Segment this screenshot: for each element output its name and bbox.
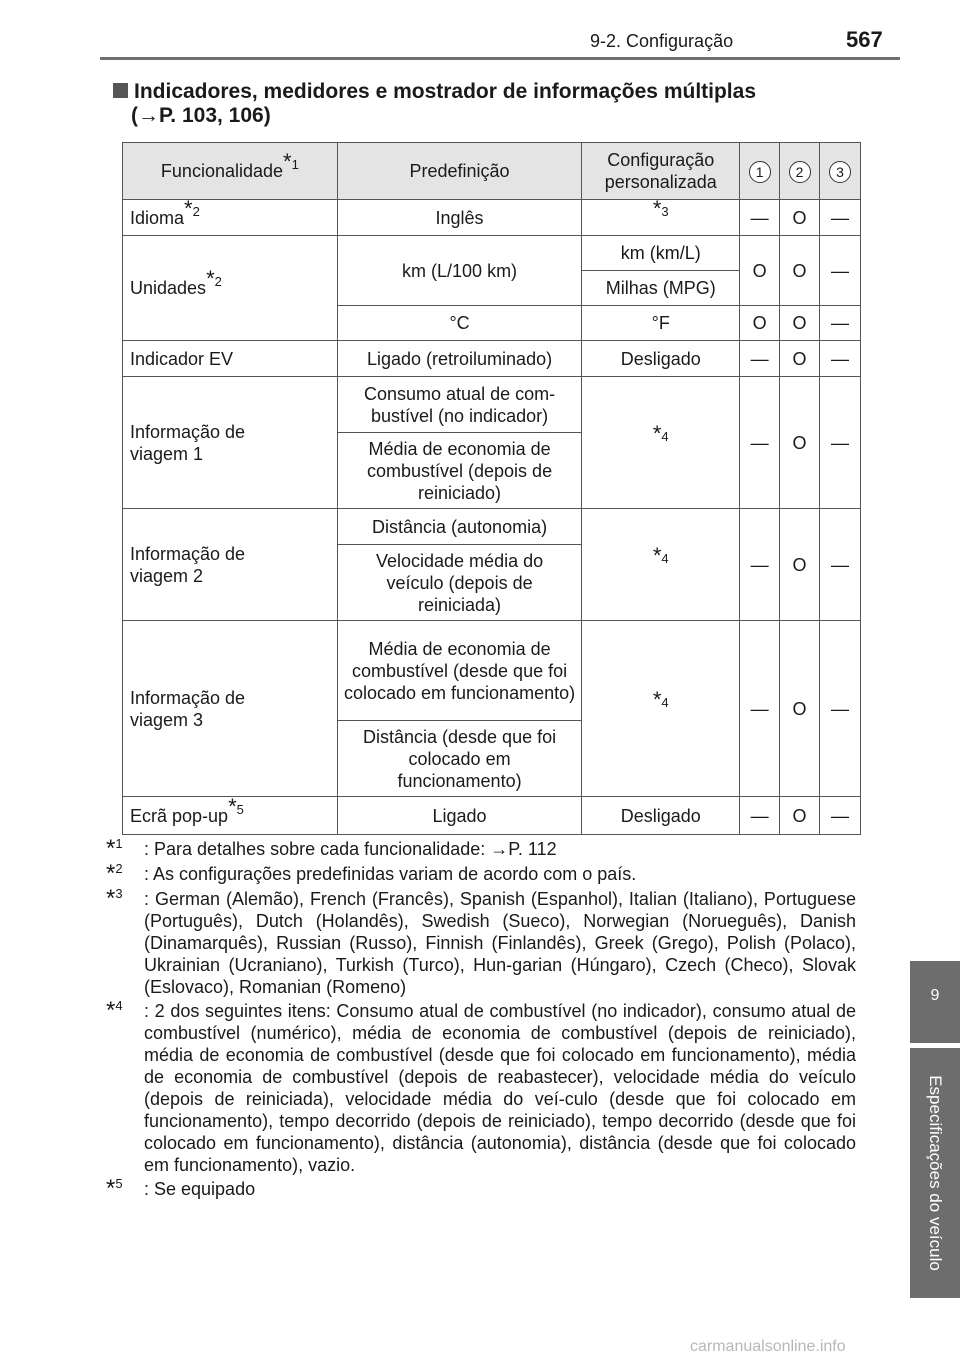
- cell-feature: Unidades$^{*2}$: [123, 236, 338, 341]
- table-header-row: [123, 143, 861, 200]
- cell-default: Ligado: [337, 797, 582, 835]
- footnote-text: : Para detalhes sobre cada funcionalidade: →P. 112: [144, 839, 557, 859]
- circled-2-icon: 2: [789, 161, 811, 183]
- table-row-idioma: [123, 200, 861, 236]
- circled-1-icon: 1: [749, 161, 771, 183]
- cell-c2: O: [780, 306, 820, 341]
- cell-c2: O: [780, 621, 820, 797]
- table-row-ev: [123, 341, 861, 377]
- cell-default: Consumo atual de com-bustível (no indicador): [337, 377, 582, 433]
- cell-feature: Indicador EV: [123, 341, 338, 377]
- cell-default: km (L/100 km): [337, 236, 582, 306]
- footnotes: [106, 835, 856, 1203]
- cell-default: °C: [337, 306, 582, 341]
- page-number: 567: [846, 27, 883, 52]
- header-col-3: [820, 143, 861, 200]
- chapter-tab-number: 9: [910, 961, 960, 1043]
- chapter-tab-title: Especificações do veículo: [926, 1075, 945, 1271]
- cell-default: Velocidade média do veículo (depois de reiniciada): [337, 545, 582, 621]
- footnote-marker: *$^2$: [106, 860, 123, 887]
- cell-c3: —: [820, 306, 861, 341]
- cell-c2: O: [780, 200, 820, 236]
- header-custom: Configuração personalizada: [582, 143, 740, 200]
- footnote: [106, 860, 856, 887]
- cell-feature: Informação de viagem 3: [123, 621, 338, 797]
- cell-default: Ligado (retroiluminado): [337, 341, 582, 377]
- circled-3-icon: 3: [829, 161, 851, 183]
- cell-c3: —: [820, 621, 861, 797]
- footnote-marker: *$^4$: [106, 997, 123, 1024]
- footnote-marker: *$^3$: [106, 885, 123, 912]
- cell-feature: Idioma$^{*2}$: [123, 200, 338, 236]
- cell-custom: Desligado: [582, 797, 740, 835]
- cell-c3: —: [820, 341, 861, 377]
- header-col-1: [740, 143, 780, 200]
- table-row-popup: [123, 797, 861, 835]
- section-title-line2: (→P. 103, 106): [131, 104, 271, 127]
- cell-c3: —: [820, 200, 861, 236]
- table-row-viagem2: [123, 509, 861, 545]
- footnote-text: : German (Alemão), French (Francês), Spanish (Espanhol), Italian (Italiano), Portuguese (Português), Dutch (Holandês), Swedish (Sueco), Norwegian (Norueguês), Danish (Dinamarquês), Russian (Russo), Finnish (Finlandês), Greek (Grego), Polish (Polaco), Ukrainian (Ucraniano), Turkish (Turco), Hun-garian (Húngaro), Czech (Checo), Slovak (Eslovaco), Romanian (Romeno): [144, 889, 856, 997]
- footnote-text: : Se equipado: [144, 1179, 256, 1199]
- cell-c3: —: [820, 509, 861, 621]
- footnote: [106, 835, 856, 862]
- settings-table: [122, 142, 861, 835]
- cell-c1: —: [740, 509, 780, 621]
- cell-c3: —: [820, 797, 861, 835]
- cell-feature: Informação de viagem 2: [123, 509, 338, 621]
- section-header: 9-2. Configuração: [590, 31, 734, 51]
- footnote: [106, 997, 856, 1176]
- square-bullet-icon: [113, 83, 128, 98]
- cell-c2: O: [780, 377, 820, 509]
- cell-c3: —: [820, 377, 861, 509]
- cell-c1: O: [740, 236, 780, 306]
- table-row-viagem3: [123, 621, 861, 721]
- cell-custom: *3: [582, 200, 740, 236]
- cell-c3: —: [820, 236, 861, 306]
- footnote-text: : 2 dos seguintes itens: Consumo atual de combustível (no indicador), consumo atual de combustível (numérico), média de economia de combustível (depois de reiniciado), média de economia de combustível (desde que foi colocado em funcionamento), média de economia de combustível (depois de reabastecer), velocidade média do veículo (depois de reiniciada), velocidade média do veí-culo (desde que foi colocado em funcionamento), tempo decorrido (depois de reiniciado), tempo decorrido (desde que foi colocado em funcionamento), distância (autonomia), distância (desde que foi colocado em funcionamento), vazio.: [144, 1001, 856, 1175]
- cell-default: Distância (desde que foi colocado em funcionamento): [337, 721, 582, 797]
- cell-default: Média de economia de combustível (depois de reiniciado): [337, 433, 582, 509]
- header-col-2: [780, 143, 820, 200]
- table-row-unidades: [123, 236, 861, 271]
- section-title-line1: Indicadores, medidores e mostrador de informações múltiplas: [134, 80, 757, 103]
- cell-custom: °F: [582, 306, 740, 341]
- header-default: Predefinição: [337, 143, 582, 200]
- cell-custom: *4: [582, 509, 740, 621]
- header-feature: Funcionalidade$^{*1}$: [123, 143, 338, 200]
- cell-c1: —: [740, 797, 780, 835]
- cell-c1: —: [740, 377, 780, 509]
- cell-custom: *4: [582, 621, 740, 797]
- watermark: carmanualsonline.info: [690, 1338, 846, 1355]
- footnote: [106, 885, 856, 998]
- cell-c1: —: [740, 621, 780, 797]
- footnote-marker: *$^5$: [106, 1175, 123, 1202]
- cell-c1: —: [740, 200, 780, 236]
- cell-default: Distância (autonomia): [337, 509, 582, 545]
- footnote: [106, 1175, 856, 1202]
- cell-custom: Desligado: [582, 341, 740, 377]
- header-rule: [100, 57, 900, 60]
- cell-default: Inglês: [337, 200, 582, 236]
- cell-default: Média de economia de combustível (desde que foi colocado em funcionamento): [337, 621, 582, 721]
- cell-c1: O: [740, 306, 780, 341]
- cell-c2: O: [780, 236, 820, 306]
- footnote-text: : As configurações predefinidas variam de acordo com o país.: [144, 864, 637, 884]
- cell-c2: O: [780, 797, 820, 835]
- cell-feature: Ecrã pop-$up^{*5}$: [123, 797, 338, 835]
- cell-custom: Milhas (MPG): [582, 271, 740, 306]
- chapter-tab-label: [910, 1048, 960, 1298]
- cell-c1: —: [740, 341, 780, 377]
- cell-feature: Informação de viagem 1: [123, 377, 338, 509]
- table-row-viagem1: [123, 377, 861, 433]
- footnote-marker: *$^1$: [106, 835, 123, 862]
- cell-custom: km (km/L): [582, 236, 740, 271]
- cell-c2: O: [780, 509, 820, 621]
- section-title: [113, 80, 873, 128]
- cell-c2: O: [780, 341, 820, 377]
- cell-custom: *4: [582, 377, 740, 509]
